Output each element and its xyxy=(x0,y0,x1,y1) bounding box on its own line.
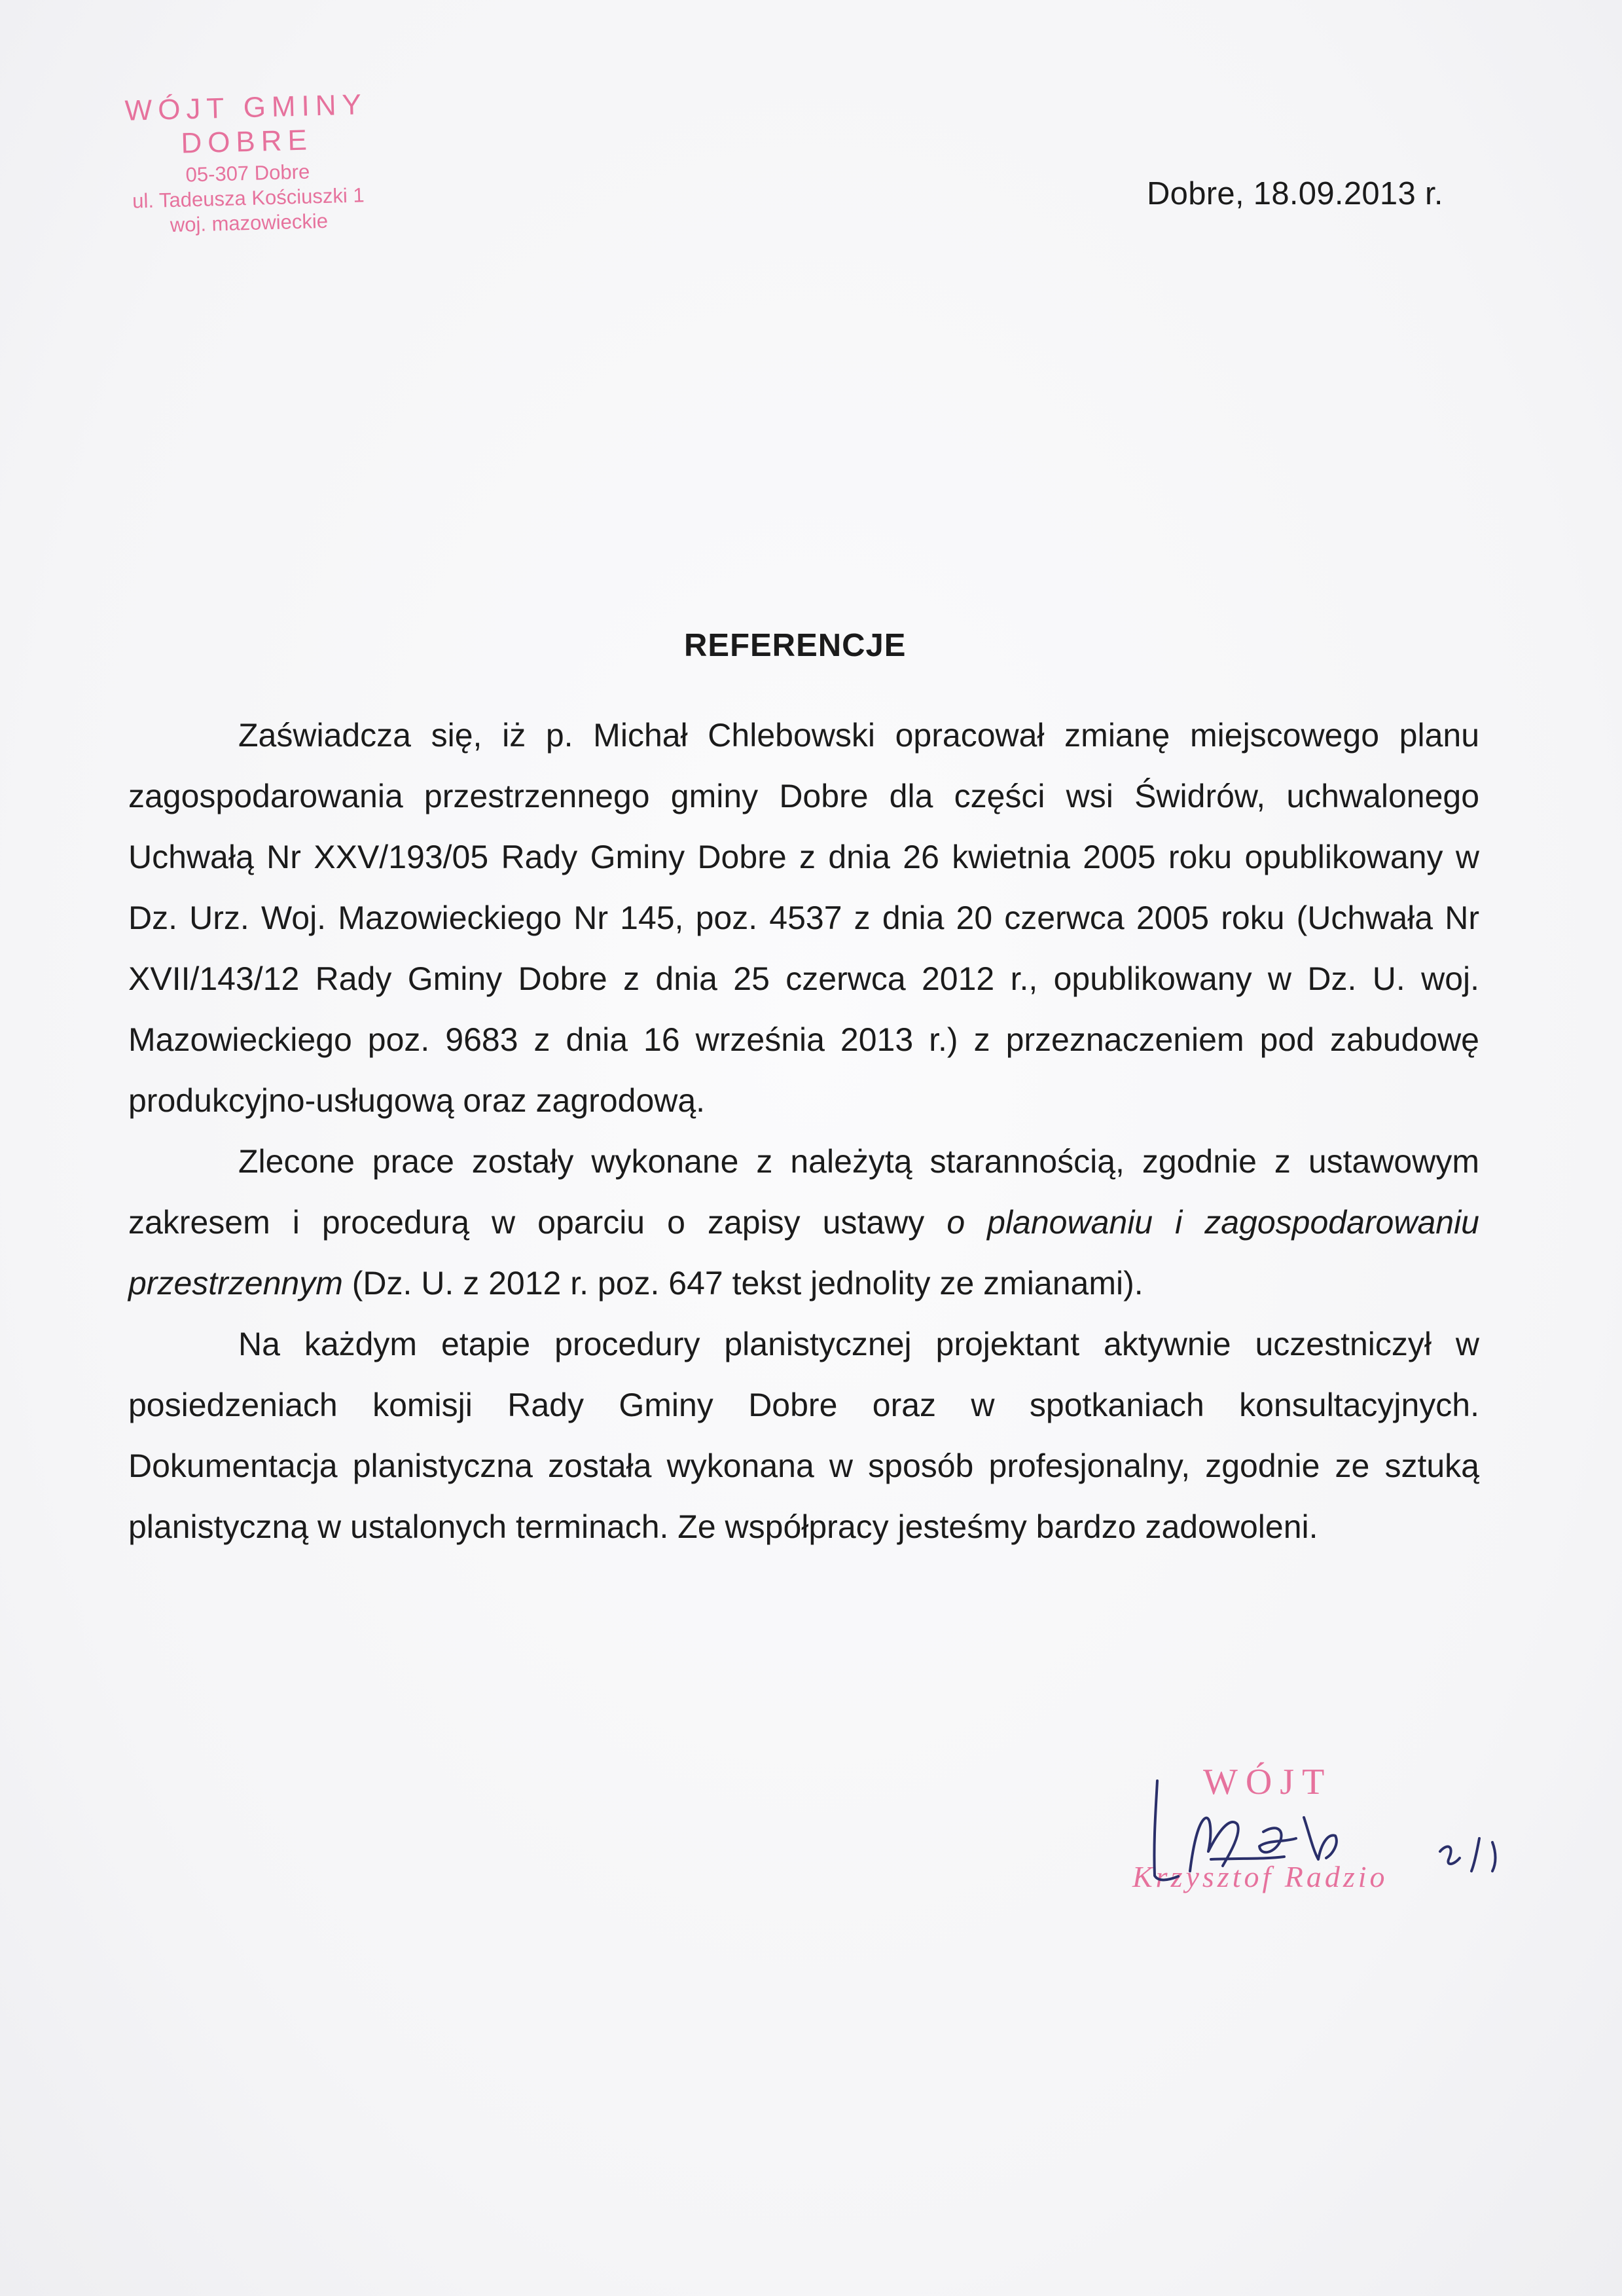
stamp-postal-code: 05-307 Dobre xyxy=(185,160,310,187)
stamp-voivodeship: woj. mazowieckie xyxy=(170,209,329,237)
signature-stamp-title: WÓJT xyxy=(1203,1762,1333,1802)
document-body xyxy=(128,705,1479,1558)
document-date: Dobre, 18.09.2013 r. xyxy=(1147,176,1443,211)
municipal-stamp xyxy=(75,86,420,240)
paragraph-2-text-start: Zlecone prace zostały wykonane z należytą starannością, zgodnie z ustawowym zakresem i procedurą w oparciu o zapisy ustawy xyxy=(128,1143,1479,1241)
stamp-title: WÓJT GMINY xyxy=(124,88,368,127)
paragraph-3: Na każdym etapie procedury planistycznej projektant aktywnie uczestniczył w posiedzeniach komisji Rady Gminy Dobre oraz w spotkaniach konsultacyjnych. Dokumentacja planistyczna została wykonana w sposób profesjonalny, zgodnie ze sztuką planistyczną w ustalonych terminach. Ze współpracy jesteśmy bardzo zadowoleni. xyxy=(128,1326,1479,1545)
paragraph-2 xyxy=(128,1131,1479,1314)
paragraph-2-text-end: (Dz. U. z 2012 r. poz. 647 tekst jednolity ze zmianami). xyxy=(342,1265,1144,1302)
document-title: REFERENCJE xyxy=(684,628,907,663)
stamp-municipality: DOBRE xyxy=(180,124,314,160)
paragraph-1: Zaświadcza się, iż p. Michał Chlebowski opracował zmianę miejscowego planu zagospodarowania przestrzennego gminy Dobre dla części wsi Świdrów, uchwalonego Uchwałą Nr XXV/193/05 Rady Gminy Dobre z dnia 26 kwietnia 2005 roku opublikowany w Dz. Urz. Woj. Mazowieckiego Nr 145, poz. 4537 z dnia 20 czerwca 2005 roku (Uchwała Nr XVII/143/12 Rady Gminy Dobre z dnia 25 czerwca 2012 r., opublikowany w Dz. U. woj. Mazowieckiego poz. 9683 z dnia 16 września 2013 r.) z przeznaczeniem pod zabudowę produkcyjno-usługową oraz zagrodową. xyxy=(128,717,1479,1119)
signature-stamp-name: Krzysztof Radzio xyxy=(1132,1860,1388,1893)
stamp-street: ul. Tadeusza Kościuszki 1 xyxy=(132,183,365,213)
handwritten-signature xyxy=(1113,1761,1571,1912)
signature-block xyxy=(1113,1761,1571,1912)
paragraph-2-law-title: o planowaniu i zagospodarowaniu przestrzennym xyxy=(128,1204,1479,1302)
